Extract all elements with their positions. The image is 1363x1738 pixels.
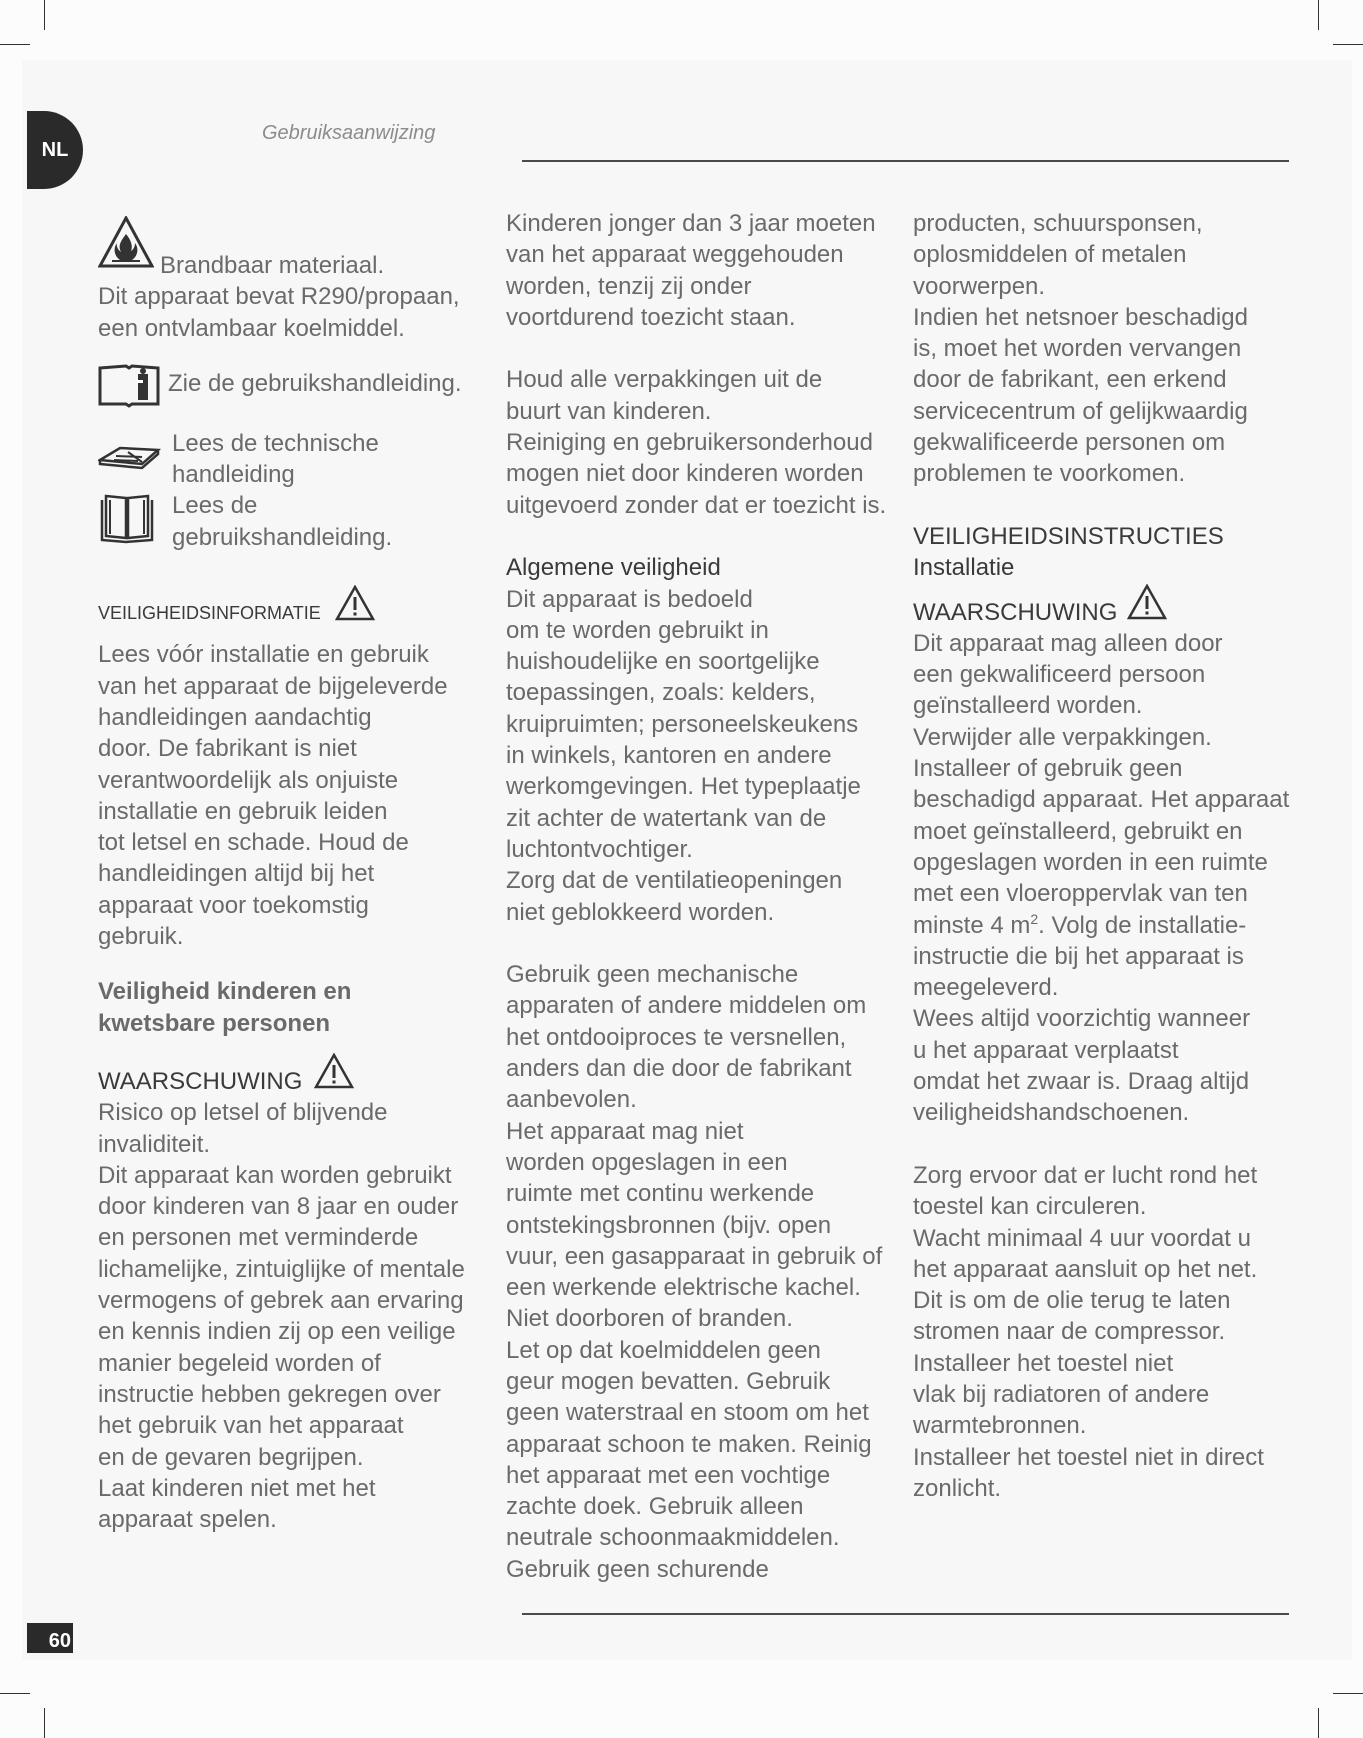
- installation-warning-label: WAARSCHUWING: [913, 598, 1118, 626]
- open-book-label: Lees de gebruikshandleiding.: [172, 492, 393, 551]
- col3-para-1: producten, schuursponsen, oplosmiddelen of metalen voorwerpen. Indien het netsnoer beschadigd is, moet het worden vervangen door de fabrikant, een erkend servicecentrum of gelijkwaardig gekwalificeerde personen om problemen te voorkomen.: [913, 210, 1248, 488]
- column-3: [913, 208, 1303, 1504]
- open-book-icon: [98, 490, 162, 550]
- flammable-warning-icon: [98, 216, 156, 270]
- crop-mark: [1318, 1708, 1319, 1738]
- header-rule: [522, 160, 1289, 162]
- children-text: Risico op letsel of blijvende invaliditeit. Dit apparaat kan worden gebruikt door kinderen van 8 jaar en ouder en personen met verminderde lichamelijke, zintuiglijke of mentale vermogens of gebrek aan ervaring en kennis indien zij op een veilige manier begeleid worden of instructie hebben gekregen over het gebruik van het apparaat en de gevaren begrijpen. Laat kinderen niet met het apparaat spelen.: [98, 1099, 465, 1534]
- col2-para-2: Houd alle verpakkingen uit de buurt van kinderen. Reiniging en gebruikersonderhoud mogen niet door kinderen worden uitgevoerd zonder dat er toezicht is.: [506, 366, 887, 519]
- col3-para-2b-suffix: . Volg de installatie-: [1038, 911, 1247, 939]
- col3-para-2b: [913, 910, 1303, 941]
- installation-heading: Installatie: [913, 554, 1015, 582]
- children-heading: Veiligheid kinderen en kwetsbare personen: [98, 978, 352, 1037]
- crop-mark: [44, 0, 45, 30]
- technical-manual-row: [98, 428, 478, 491]
- crop-mark: [0, 1693, 30, 1694]
- flammable-row: [98, 216, 478, 281]
- info-manual-label: Zie de gebruikshandleiding.: [168, 369, 462, 397]
- info-manual-row: [98, 362, 478, 410]
- flammable-label: Brandbaar materiaal.: [160, 252, 385, 279]
- crop-mark: [44, 1708, 45, 1738]
- warning-triangle-icon: [1127, 584, 1167, 628]
- warning-triangle-icon: [314, 1053, 354, 1097]
- header-title: Gebruiksaanwijzing: [262, 122, 436, 144]
- installation-warning-row: [913, 584, 1303, 628]
- col3-para-2b-prefix: minste 4 m: [913, 911, 1031, 939]
- technical-manual-icon: [98, 428, 162, 488]
- crop-mark: [1318, 0, 1319, 30]
- safety-info-heading: VEILIGHEIDSINFORMATIE: [98, 603, 321, 624]
- refrigerant-note: Dit apparaat bevat R290/propaan, een ontvlambaar koelmiddel.: [98, 283, 460, 342]
- col2-para-3: Dit apparaat is bedoeld om te worden gebruikt in huishoudelijke en soortgelijke toepassingen, zoals: kelders, kruipruimten; personeelskeukens in winkels, kantoren en andere werkomgevingen. Het typeplaatje zit achter de watertank van de luchtontvochtiger. Zorg dat de ventilatieopeningen niet geblokkeerd worden.: [506, 585, 861, 926]
- safety-info-heading-row: [98, 585, 478, 629]
- technical-manual-label: Lees de technische handleiding: [172, 429, 379, 489]
- col2-para-1: Kinderen jonger dan 3 jaar moeten van het apparaat weggehouden worden, tenzij zij onder voortdurend toezicht staan.: [506, 210, 876, 331]
- crop-mark: [0, 44, 30, 45]
- footer-rule: [522, 1613, 1289, 1615]
- column-1: [98, 216, 478, 1535]
- col3-para-2a: Dit apparaat mag alleen door een gekwalificeerd persoon geïnstalleerd worden. Verwijder alle verpakkingen. Installeer of gebruik geen beschadigd apparaat. Het apparaat moet geïnstalleerd, gebruikt en opgeslagen worden in een ruimte met een vloeroppervlak van ten: [913, 629, 1290, 908]
- general-safety-heading: Algemene veiligheid: [506, 554, 721, 582]
- column-2: [506, 208, 896, 1585]
- superscript-2: 2: [1030, 910, 1039, 927]
- safety-info-text: Lees vóór installatie en gebruik van het apparaat de bijgeleverde handleidingen aandachtig door. De fabrikant is niet verantwoordelijk als onjuiste installatie en gebruik leiden tot letsel en schade. Houd de handleidingen altijd bij het apparaat voor toekomstig gebruik.: [98, 641, 448, 951]
- col3-para-2c: instructie die bij het apparaat is meegeleverd. Wees altijd voorzichtig wanneer u het apparaat verplaatst omdat het zwaar is. Draag altijd veiligheidshandschoenen.: [913, 942, 1251, 1127]
- page-number: 60: [27, 1623, 73, 1653]
- col2-para-4: Gebruik geen mechanische apparaten of andere middelen om het ontdooiproces te versnellen, anders dan die door de fabrikant aanbevolen. Het apparaat mag niet worden opgeslagen in een ruimte met continu werkende ontstekingsbronnen (bijv. open vuur, een gasapparaat in gebruik of een werkende elektrische kachel. Niet doorboren of branden. Let op dat koelmiddelen geen geur mogen bevatten. Gebruik geen waterstraal en stoom om het apparaat schoon te maken. Reinig het apparaat met een vochtige zachte doek. Gebruik alleen neutrale schoonmaakmiddelen. Gebruik geen schurende: [506, 961, 883, 1583]
- col3-para-3: Zorg ervoor dat er lucht rond het toestel kan circuleren. Wacht minimaal 4 uur voordat u het apparaat aansluit op het net. Dit is om de olie terug te laten stromen naar de compressor. Installeer het toestel niet vlak bij radiatoren of andere warmtebronnen. Installeer het toestel niet in direct zonlicht.: [913, 1161, 1264, 1502]
- language-tab: NL: [27, 111, 83, 189]
- crop-mark: [1333, 1693, 1363, 1694]
- children-warning-row: [98, 1053, 478, 1097]
- children-warning-label: WAARSCHUWING: [98, 1067, 303, 1095]
- open-book-row: [98, 490, 478, 553]
- safety-instructions-heading: VEILIGHEIDSINSTRUCTIES: [913, 522, 1224, 550]
- warning-triangle-icon: [335, 585, 375, 629]
- crop-mark: [1333, 44, 1363, 45]
- info-manual-icon: [98, 362, 162, 410]
